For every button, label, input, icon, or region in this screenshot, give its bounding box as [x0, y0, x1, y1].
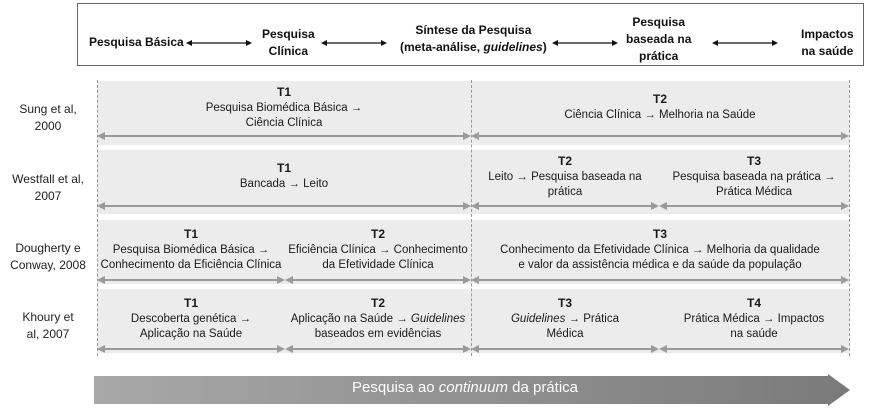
stage-clinical-line1: Pesquisa [262, 27, 315, 41]
khoury-t2-line1b: Guidelines [410, 313, 466, 325]
westfall-t1-line1: Bancada → Leito [239, 178, 329, 190]
westfall-t1-cell [97, 160, 471, 192]
westfall-t3-tag: T3 [746, 154, 761, 168]
khoury-t3-line1b: → Prática [565, 313, 620, 325]
stage-synthesis-line2b: guidelines [483, 40, 543, 54]
continuum-band-label [94, 374, 836, 402]
continuum-label-c: da prática [507, 379, 578, 396]
westfall-t2-cell [471, 153, 659, 200]
dougherty-t1-tag: T1 [183, 227, 198, 241]
stage-practice-line2: baseada na [626, 32, 692, 46]
row-label-dougherty-line1: Dougherty e [15, 241, 81, 255]
row-label-westfall-line1: Westfall et al, [12, 172, 84, 186]
row-label-dougherty [0, 240, 96, 274]
row-label-dougherty-line2: Conway, 2008 [10, 258, 86, 272]
dougherty-t3-line1: Conhecimento da Efetividade Clínica → Melhoria da qualidade [500, 244, 820, 256]
dougherty-t2-tag: T2 [370, 227, 385, 241]
row-label-sung-line2: 2000 [34, 119, 62, 133]
header-double-arrow-1 [186, 38, 252, 48]
stage-synthesis-line1: Síntese da Pesquisa [415, 23, 532, 37]
stage-synthesis-line2a: (meta-análise, [400, 40, 484, 54]
row-label-khoury-line2: al, 2007 [26, 327, 70, 341]
row-label-khoury-line1: Khoury et [22, 310, 74, 324]
westfall-t3-cell [659, 153, 849, 200]
continuum-label-a: Pesquisa ao [352, 379, 439, 396]
khoury-t3-line1a: Guidelines [510, 313, 566, 325]
sung-t2-line1: Ciência Clínica → Melhoria na Saúde [564, 109, 756, 121]
khoury-t3-tag: T3 [557, 296, 572, 310]
stage-impact-line2: na saúde [801, 44, 854, 58]
stage-basic-label: Pesquisa Básica [89, 35, 184, 49]
khoury-t3-line2: Médica [546, 328, 584, 340]
row-label-westfall [0, 171, 96, 205]
stage-research-synthesis [400, 22, 547, 56]
stage-clinical-research [262, 26, 315, 60]
dougherty-t3-cell [471, 226, 849, 273]
khoury-t4-cell [659, 295, 849, 342]
westfall-t2-tag: T2 [557, 154, 572, 168]
header-double-arrow-2 [321, 38, 387, 48]
khoury-t1-line2: Aplicação na Saúde [139, 328, 243, 340]
stage-practice-research [626, 14, 691, 65]
sung-t2-cell [471, 91, 849, 123]
westfall-t3-line2: Prática Médica [715, 186, 793, 198]
dougherty-t2-line2: da Efetividade Clínica [322, 259, 434, 271]
stage-basic-research [89, 34, 184, 51]
row-label-sung-line1: Sung et al, [19, 102, 77, 116]
row-label-khoury [0, 309, 96, 343]
khoury-t4-line1: Prática Médica → Impactos [683, 313, 825, 325]
header-double-arrow-4 [712, 38, 778, 48]
khoury-t2-line1a: Aplicação na Saúde → [290, 313, 411, 325]
row-label-westfall-line2: 2007 [34, 189, 62, 203]
stage-health-impacts [801, 26, 854, 60]
khoury-t1-line1: Descoberta genética → [130, 313, 252, 325]
sung-t1-tag: T1 [276, 85, 291, 99]
divider-right [849, 80, 850, 356]
khoury-t1-cell [97, 295, 285, 342]
khoury-t2-tag: T2 [370, 296, 385, 310]
khoury-t3-cell [471, 295, 659, 342]
westfall-t2-line1: Leito → Pesquisa baseada na [488, 171, 642, 183]
dougherty-t1-line2: Conhecimento da Eficiência Clínica [100, 259, 282, 271]
stage-practice-line1: Pesquisa [632, 15, 686, 29]
stage-clinical-line2: Clínica [268, 44, 309, 58]
westfall-t3-line1: Pesquisa baseada na prática → [672, 171, 836, 183]
dougherty-t2-cell [285, 226, 471, 273]
westfall-t1-tag: T1 [276, 161, 291, 175]
stage-impact-line1: Impactos [801, 27, 854, 41]
khoury-t2-cell [285, 295, 471, 342]
sung-t1-line1: Pesquisa Biomédica Básica → [205, 102, 363, 114]
westfall-t2-line2: prática [547, 186, 583, 198]
sung-t2-tag: T2 [652, 92, 667, 106]
stage-synthesis-line2c: ) [542, 40, 547, 54]
dougherty-t3-line2: e valor da assistência médica e da saúde da população [518, 259, 802, 271]
continuum-label-b: continuum [438, 379, 508, 396]
sung-t1-cell [97, 84, 471, 131]
khoury-t4-tag: T4 [746, 296, 761, 310]
sung-t1-line2: Ciência Clínica [245, 117, 323, 129]
stage-practice-line3: prática [639, 49, 679, 63]
dougherty-t1-line1: Pesquisa Biomédica Básica → [112, 244, 270, 256]
row-label-sung [0, 101, 96, 135]
dougherty-t1-cell [97, 226, 285, 273]
khoury-t4-line2: na saúde [730, 328, 778, 340]
header-double-arrow-3 [552, 38, 618, 48]
dougherty-t2-line1: Eficiência Clínica → Conhecimento [288, 244, 468, 256]
khoury-t1-tag: T1 [183, 296, 198, 310]
khoury-t2-line2: baseados em evidências [314, 328, 442, 340]
dougherty-t3-tag: T3 [652, 227, 667, 241]
